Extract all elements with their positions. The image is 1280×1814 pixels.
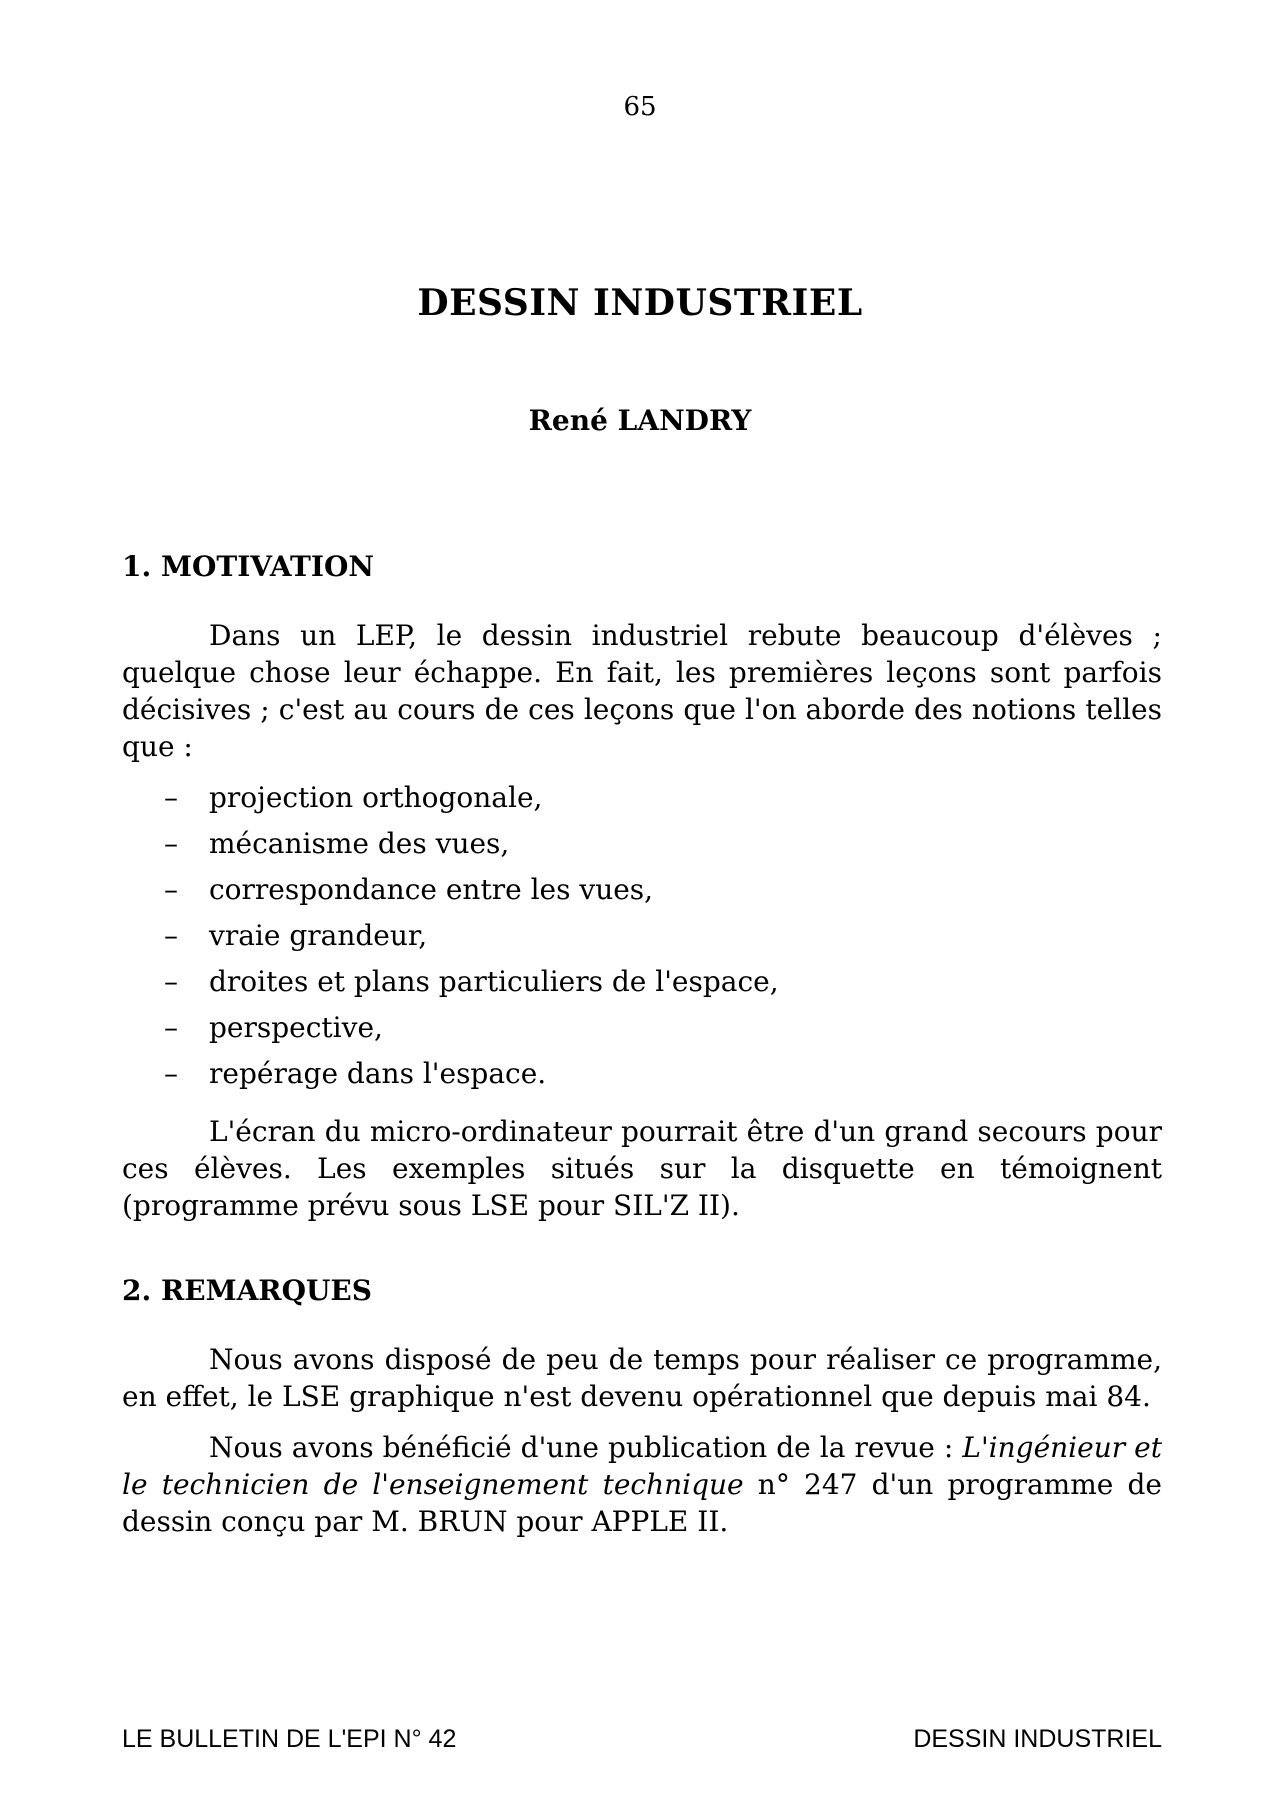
section-motivation — [122, 548, 1162, 1224]
dash-bullet: – — [164, 1057, 178, 1090]
footer-bulletin: LE BULLETIN DE L'EPI N° 42 — [122, 1725, 457, 1753]
list-item-text: correspondance entre les vues, — [209, 873, 654, 906]
list-item-text: mécanisme des vues, — [209, 827, 510, 860]
section-heading-remarques: 2. REMARQUES — [122, 1274, 372, 1307]
paragraph-remarques-2-start: Nous avons bénéficié d'une publication de la revue : — [209, 1431, 963, 1464]
dash-bullet: – — [164, 873, 178, 906]
document-title: DESSIN INDUSTRIEL — [417, 282, 863, 324]
journal-title: L'ingénieur et le technicien de l'enseignement technique — [122, 1431, 1162, 1501]
dash-bullet: – — [164, 1011, 178, 1044]
main-content — [122, 548, 1162, 1554]
paragraph-motivation-intro: Dans un LEP, le dessin industriel rebute beaucoup d'élèves ; quelque chose leur échappe. En fait, les premières leçons sont parfois décisives ; c'est au cours de ces leçons que l'on aborde des notions telles que : — [122, 619, 1162, 763]
list-item-text: vraie grandeur, — [209, 919, 428, 952]
author-name: René LANDRY — [528, 404, 752, 437]
dash-bullet: – — [164, 919, 178, 952]
list-item-text: droites et plans particuliers de l'espace, — [209, 965, 779, 998]
paragraph-motivation-outro: L'écran du micro-ordinateur pourrait être d'un grand secours pour ces élèves. Les exemples situés sur la disquette en témoignent (programme prévu sous LSE pour SIL'Z II). — [122, 1115, 1162, 1222]
list-item — [122, 1055, 1162, 1101]
list-item-text: perspective, — [209, 1011, 383, 1044]
list-item — [122, 871, 1162, 917]
list-item — [122, 825, 1162, 871]
page-number: 65 — [623, 92, 657, 122]
list-item-text: projection orthogonale, — [209, 781, 543, 814]
dash-bullet: – — [164, 827, 178, 860]
list-item — [122, 779, 1162, 825]
list-item — [122, 917, 1162, 963]
paragraph-remarques-1: Nous avons disposé de peu de temps pour réaliser ce programme, en effet, le LSE graphique n'est devenu opérationnel que depuis mai 84. — [122, 1343, 1162, 1413]
section-heading-motivation: 1. MOTIVATION — [122, 550, 374, 583]
list-item — [122, 1009, 1162, 1055]
paragraph-remarques-2 — [122, 1429, 1162, 1540]
list-item — [122, 963, 1162, 1009]
dash-bullet: – — [164, 965, 178, 998]
notions-list — [122, 779, 1162, 1101]
list-item-text: repérage dans l'espace. — [209, 1057, 547, 1090]
paragraph-remarques-2-end: n° 247 d'un programme de dessin conçu par M. BRUN pour APPLE II. — [122, 1468, 1162, 1538]
section-remarques — [122, 1272, 1162, 1540]
footer-section-title: DESSIN INDUSTRIEL — [913, 1725, 1162, 1753]
dash-bullet: – — [164, 781, 178, 814]
